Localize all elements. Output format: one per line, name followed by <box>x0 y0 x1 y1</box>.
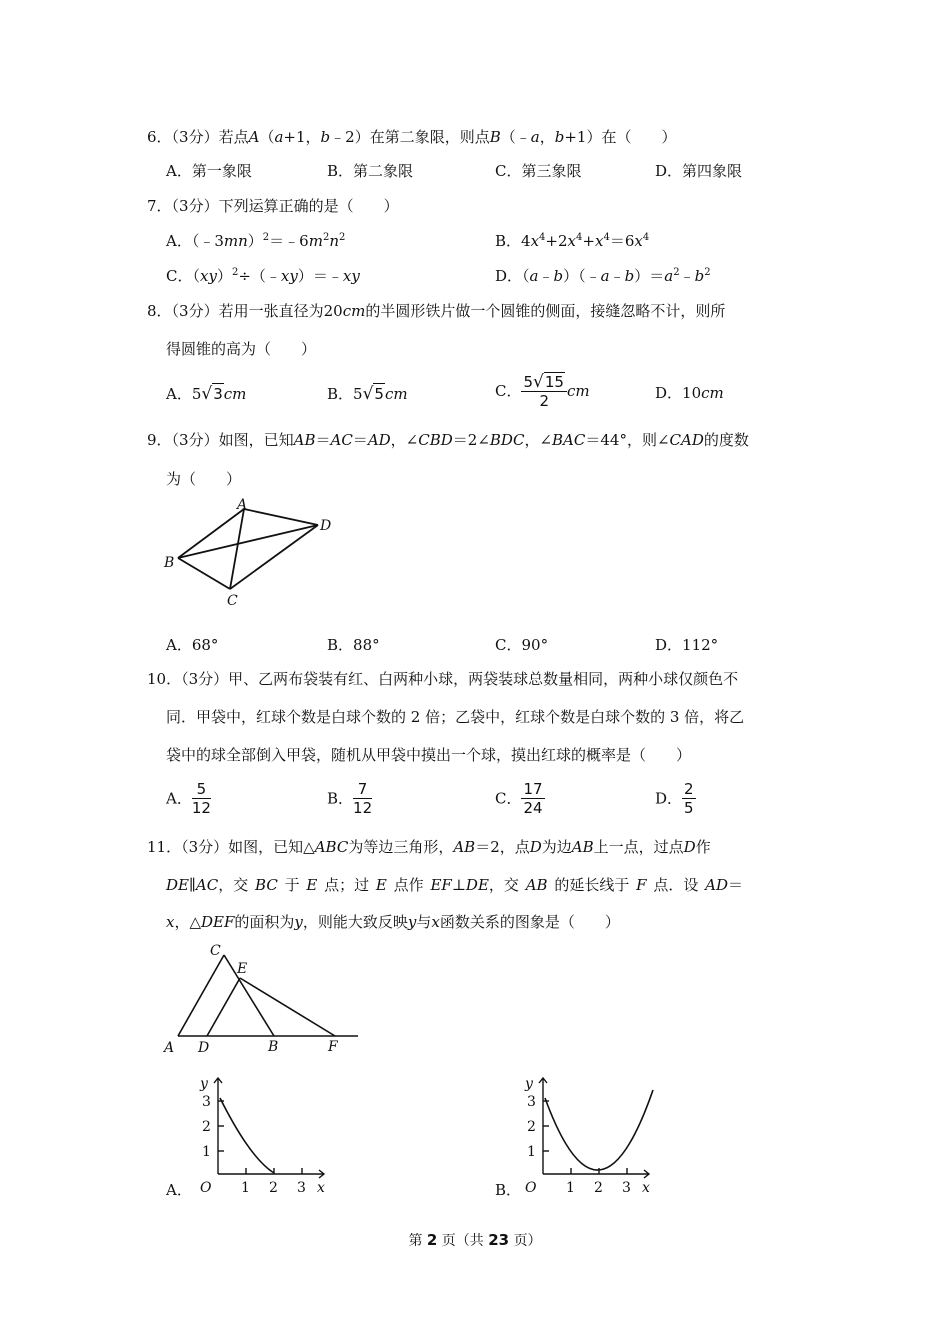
svg-text:x: x <box>317 1180 325 1196</box>
question-11-line2: DE∥AC，交 BC 于 E 点；过 E 点作 EF⊥DE，交 AB 的延长线于 F 点．设 AD＝ <box>166 876 744 894</box>
option-b[interactable]: B．$4x^4+2x^4+x^4=6x^4$ <box>495 232 650 250</box>
option-d[interactable]: D．第四象限 <box>655 162 743 180</box>
label-f: F <box>328 1039 338 1055</box>
label-a: A <box>164 1040 175 1056</box>
option-a[interactable]: A． $\frac{5}{12}$ <box>166 780 211 817</box>
question-10-line2: 同．甲袋中，红球个数是白球个数的 2 倍；乙袋中，红球个数是白球个数的 3 倍，将乙 <box>166 708 745 726</box>
question-8-line2: 得圆锥的高为（ ） <box>166 340 317 358</box>
option-a[interactable]: A．5√3cm <box>166 384 247 404</box>
option-d[interactable]: D．10cm <box>655 384 724 402</box>
option-d[interactable]: D． $\frac{2}{5}$ <box>655 780 694 817</box>
segment-ac <box>178 955 224 1036</box>
label-d: D <box>320 518 332 534</box>
segment-bc <box>178 558 230 589</box>
option-a[interactable]: A．第一象限 <box>166 162 252 180</box>
fraction: $\frac{7}{12}$ <box>353 780 373 817</box>
option-b[interactable]: B． <box>495 1181 522 1199</box>
curve-b <box>545 1090 653 1170</box>
label-e: E <box>237 961 248 977</box>
option-a[interactable]: A．$(﹣3mn)^2=﹣6m^2n^2$ <box>166 232 346 250</box>
svg-text:3: 3 <box>202 1094 211 1110</box>
svg-text:y: y <box>200 1076 208 1092</box>
svg-text:2: 2 <box>594 1180 603 1196</box>
page-number: 2 <box>426 1231 438 1249</box>
option-c[interactable]: C．（xy）$^2$÷（﹣xy）＝﹣xy <box>166 267 360 285</box>
label-b: B <box>164 555 175 571</box>
question-9: 9．（3分）如图，已知AB＝AC＝AD，∠CBD＝2∠BDC，∠BAC＝44°，则∠CAD的度数 <box>147 431 749 449</box>
svg-text:3: 3 <box>622 1180 631 1196</box>
option-b[interactable]: B．88° <box>327 636 380 654</box>
curve-a <box>220 1098 274 1173</box>
option-a[interactable]: A．68° <box>166 636 219 654</box>
graph-a[interactable] <box>190 1070 340 1200</box>
question-8: 8．（3分）若用一张直径为20cm的半圆形铁片做一个圆锥的侧面，接缝忽略不计，则所 <box>147 302 726 320</box>
graph-b[interactable] <box>515 1070 665 1200</box>
segment-de <box>207 978 240 1036</box>
segment-ef <box>240 978 335 1036</box>
label-b: B <box>268 1039 279 1055</box>
option-a[interactable]: A． <box>166 1181 192 1199</box>
option-d[interactable]: D．112° <box>655 636 719 654</box>
option-b[interactable]: B．第二象限 <box>327 162 414 180</box>
svg-text:x: x <box>642 1180 650 1196</box>
svg-text:O: O <box>525 1180 537 1196</box>
question-10: 10．（3分）甲、乙两布袋装有红、白两种小球，两袋装球总数量相同，两种小球仅颜色不 <box>147 670 739 688</box>
svg-text:1: 1 <box>566 1180 575 1196</box>
segment-ac <box>230 509 244 589</box>
label-c: C <box>227 593 238 609</box>
sqrt-icon: √ <box>362 384 374 404</box>
triangle-figure <box>158 938 368 1058</box>
question-11: 11．（3分）如图，已知△ABC为等边三角形，AB＝2，点D为边AB上一点，过点D作 <box>147 838 711 856</box>
option-c[interactable]: C． $\frac{5√15}{2}$ cm <box>495 372 590 410</box>
label-d: D <box>198 1040 210 1056</box>
svg-text:y: y <box>525 1076 533 1092</box>
page-footer: 第 2 页（共 23 页） <box>408 1231 542 1249</box>
sqrt-icon: √ <box>201 384 213 404</box>
option-b[interactable]: B． $\frac{7}{12}$ <box>327 780 373 817</box>
svg-text:2: 2 <box>527 1119 536 1135</box>
fraction: $\frac{17}{24}$ <box>523 780 543 817</box>
svg-text:1: 1 <box>241 1180 250 1196</box>
option-c[interactable]: C．90° <box>495 636 549 654</box>
question-6: 6．（3分）若点A（a+1，b﹣2）在第二象限，则点B（﹣a，b+1）在（ ） <box>147 128 677 146</box>
svg-text:1: 1 <box>527 1144 536 1160</box>
svg-text:O: O <box>200 1180 212 1196</box>
sqrt-icon: √ <box>533 372 544 392</box>
option-d[interactable]: D．$(a﹣b)(﹣a﹣b)=a^2﹣b^2$ <box>495 267 711 285</box>
svg-text:3: 3 <box>297 1180 306 1196</box>
fraction: $\frac{5}{12}$ <box>191 780 211 817</box>
label-c: C <box>210 943 221 959</box>
option-b[interactable]: B．5√5cm <box>327 384 408 404</box>
question-11-line3: x，△DEF的面积为y，则能大致反映y与x函数关系的图象是（ ） <box>166 913 620 931</box>
svg-text:1: 1 <box>202 1144 211 1160</box>
label-a: A <box>237 497 248 513</box>
option-c[interactable]: C．第三象限 <box>495 162 582 180</box>
option-c[interactable]: C． $\frac{17}{24}$ <box>495 780 543 817</box>
svg-text:2: 2 <box>269 1180 278 1196</box>
svg-text:2: 2 <box>202 1119 211 1135</box>
fraction: $\frac{5√15}{2}$ <box>521 372 566 410</box>
question-number: 6． <box>147 128 172 146</box>
page-total: 23 <box>488 1231 510 1249</box>
fraction: $\frac{2}{5}$ <box>684 780 694 817</box>
question-9-line2: 为（ ） <box>166 470 242 488</box>
quadrilateral-figure <box>160 495 345 610</box>
question-score: （3分） <box>171 128 219 146</box>
segment-cb <box>224 955 274 1036</box>
question-10-line3: 袋中的球全部倒入甲袋，随机从甲袋中摸出一个球，摸出红球的概率是（ ） <box>166 746 692 764</box>
question-7: 7．（3分）下列运算正确的是（ ） <box>147 197 399 215</box>
svg-text:3: 3 <box>527 1094 536 1110</box>
segment-ad <box>244 509 318 525</box>
